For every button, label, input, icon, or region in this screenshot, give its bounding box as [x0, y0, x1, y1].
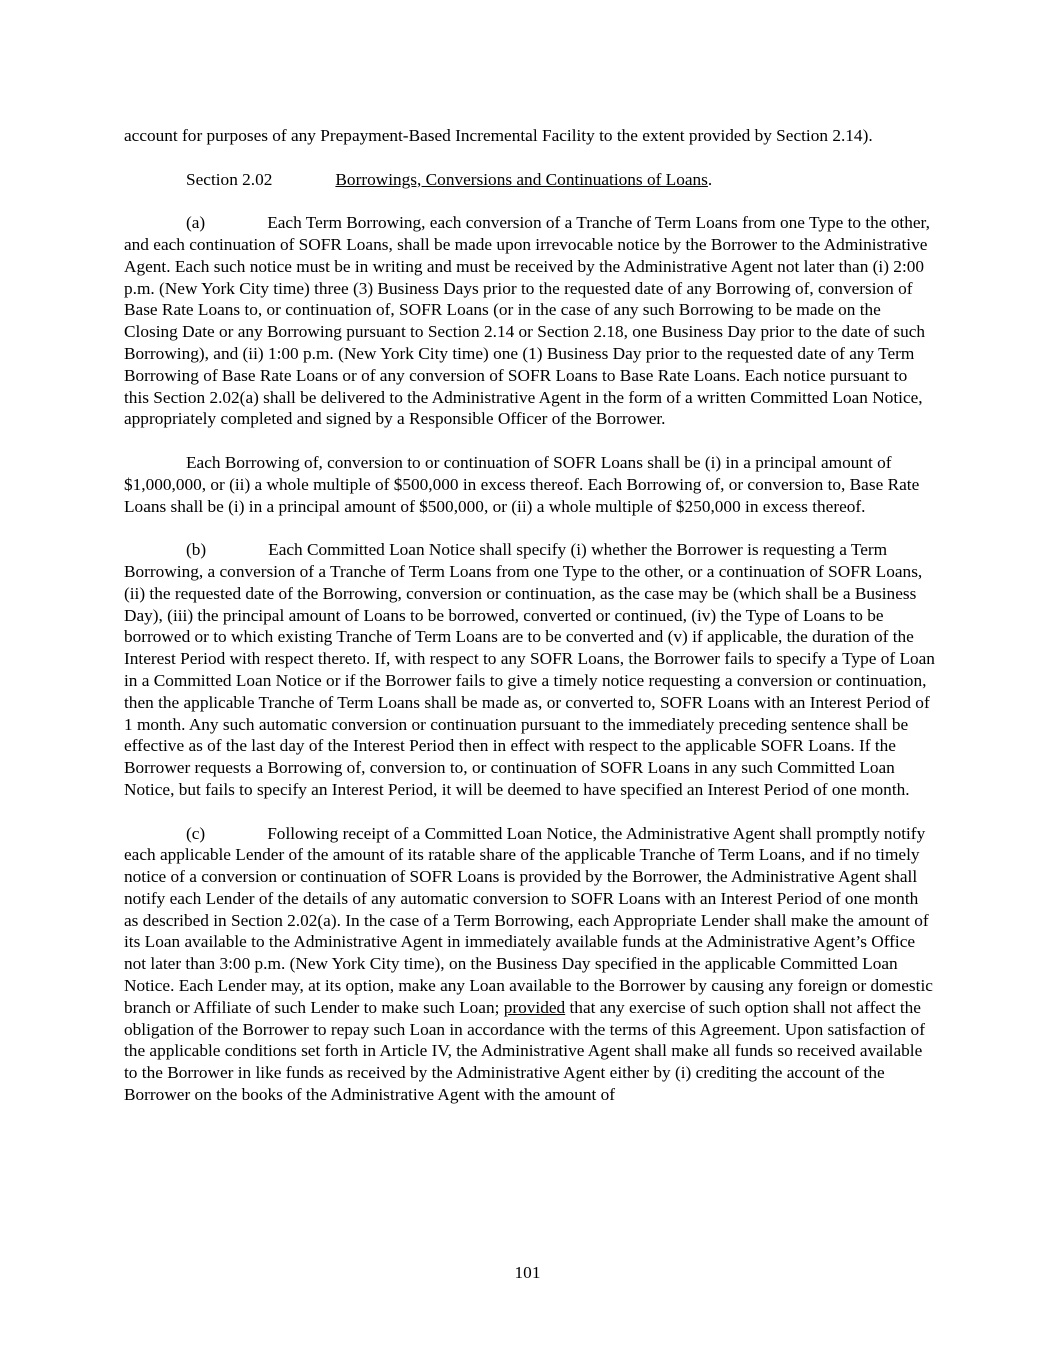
paragraph-b-text: Each Committed Loan Notice shall specify (i) whether the Borrower is requesting a Term Borrowing, a conversion of a Tranche of Term Loans from one Type to the other, or a continuation of SOFR Loans, (ii) the requested date of the Borrowing, conversion or continuation, as the case may be (which shall be a Business Day), (iii) the principal amount of Loans to be borrowed, converted or continued, (iv) the Type of Loans to be borrowed or to which existing Tranche of Term Loans are to be converted and (v) if applicable, the duration of the Interest Period with respect thereto. If, with respect to any SOFR Loans, the Borrower fails to specify a Type of Loan in a Committed Loan Notice or if the Borrower fails to give a timely notice requesting a conversion or continuation, then the applicable Tranche of Term Loans shall be made as, or converted to, SOFR Loans with an Interest Period of 1 month. Any such automatic conversion or continuation pursuant to the immediately preceding sentence shall be effective as of the last day of the Interest Period then in effect with respect to the applicable SOFR Loans. If the Borrower requests a Borrowing of, conversion to, or continuation of SOFR Loans in any such Committed Loan Notice, but fails to specify an Interest Period, it will be deemed to have specified an Interest Period of one month. [124, 540, 935, 799]
paragraph-intro-text: account for purposes of any Prepayment-Based Incremental Facility to the extent provided by Section 2.14). [124, 126, 873, 145]
paragraph-a-text: Each Term Borrowing, each conversion of a Tranche of Term Loans from one Type to the other, and each continuation of SOFR Loans, shall be made upon irrevocable notice by the Borrower to the Administrative Agent. Each such notice must be in writing and must be received by the Administrative Agent not later than (i) 2:00 p.m. (New York City time) three (3) Business Days prior to the requested date of any Borrowing of, conversion of Base Rate Loans to, or continuation of, SOFR Loans (or in the case of any such Borrowing to be made on the Closing Date or any Borrowing pursuant to Section 2.14 or Section 2.18, one Business Day prior to the date of such Borrowing), and (ii) 1:00 p.m. (New York City time) one (1) Business Day prior to the requested date of any Term Borrowing of Base Rate Loans or of any conversion of SOFR Loans to Base Rate Loans. Each notice pursuant to this Section 2.02(a) shall be delivered to the Administrative Agent in the form of a written Committed Loan Notice, appropriately completed and signed by a Responsible Officer of the Borrower. [124, 213, 930, 429]
paragraph-c-text-1: Following receipt of a Committed Loan Notice, the Administrative Agent shall promptly notify each applicable Lender of the amount of its ratable share of the applicable Tranche of Term Loans, and if no timely notice of a conversion or continuation of SOFR Loans is provided by the Borrower, the Administrative Agent shall notify each Lender of the details of any automatic conversion to SOFR Loans with an Interest Period of one month as described in Section 2.02(a). In the case of a Term Borrowing, each Appropriate Lender shall make the amount of its Loan available to the Administrative Agent in immediately available funds at the Administrative Agent’s Office not later than 3:00 p.m. (New York City time), on the Business Day specified in the applicable Committed Loan Notice. Each Lender may, at its option, make any Loan available to the Borrower by causing any foreign or domestic branch or Affiliate of such Lender to make such Loan; [124, 823, 933, 1017]
section-number: Section 2.02 [186, 169, 273, 189]
spacer [124, 190, 936, 212]
spacer [124, 147, 936, 169]
document-body [124, 125, 936, 1106]
paragraph-c [124, 823, 936, 1106]
paragraph-a-label: (a) [186, 213, 206, 233]
spacer [124, 430, 936, 452]
provided-term: provided [503, 997, 566, 1017]
section-title-end: . [707, 169, 713, 189]
paragraph-a [124, 212, 936, 430]
spacer [124, 801, 936, 823]
spacer [124, 517, 936, 539]
paragraph-c-label: (c) [186, 823, 206, 843]
page-number: 101 [514, 1263, 541, 1282]
section-title: Borrowings, Conversions and Continuations of Loans [335, 169, 708, 189]
section-heading [124, 169, 936, 191]
paragraph-b-label: (b) [186, 540, 207, 560]
paragraph-b [124, 539, 936, 801]
paragraph-amounts-text: Each Borrowing of, conversion to or continuation of SOFR Loans shall be (i) in a principal amount of $1,000,000, or (ii) a whole multiple of $500,000 in excess thereof. Each Borrowing of, or conversion to, Base Rate Loans shall be (i) in a principal amount of $500,000, or (ii) a whole multiple of $250,000 in excess thereof. [124, 452, 920, 516]
paragraph-amounts [124, 452, 936, 517]
paragraph-c-text-2: that any exercise of such option shall not affect the obligation of the Borrower to repay such Loan in accordance with the terms of this Agreement. Upon satisfaction of the applicable conditions set forth in Article IV, the Administrative Agent shall make all funds so received available to the Borrower in like funds as received by the Administrative Agent either by (i) crediting the account of the Borrower on the books of the Administrative Agent with the amount of [124, 997, 925, 1105]
paragraph-intro [124, 125, 936, 147]
